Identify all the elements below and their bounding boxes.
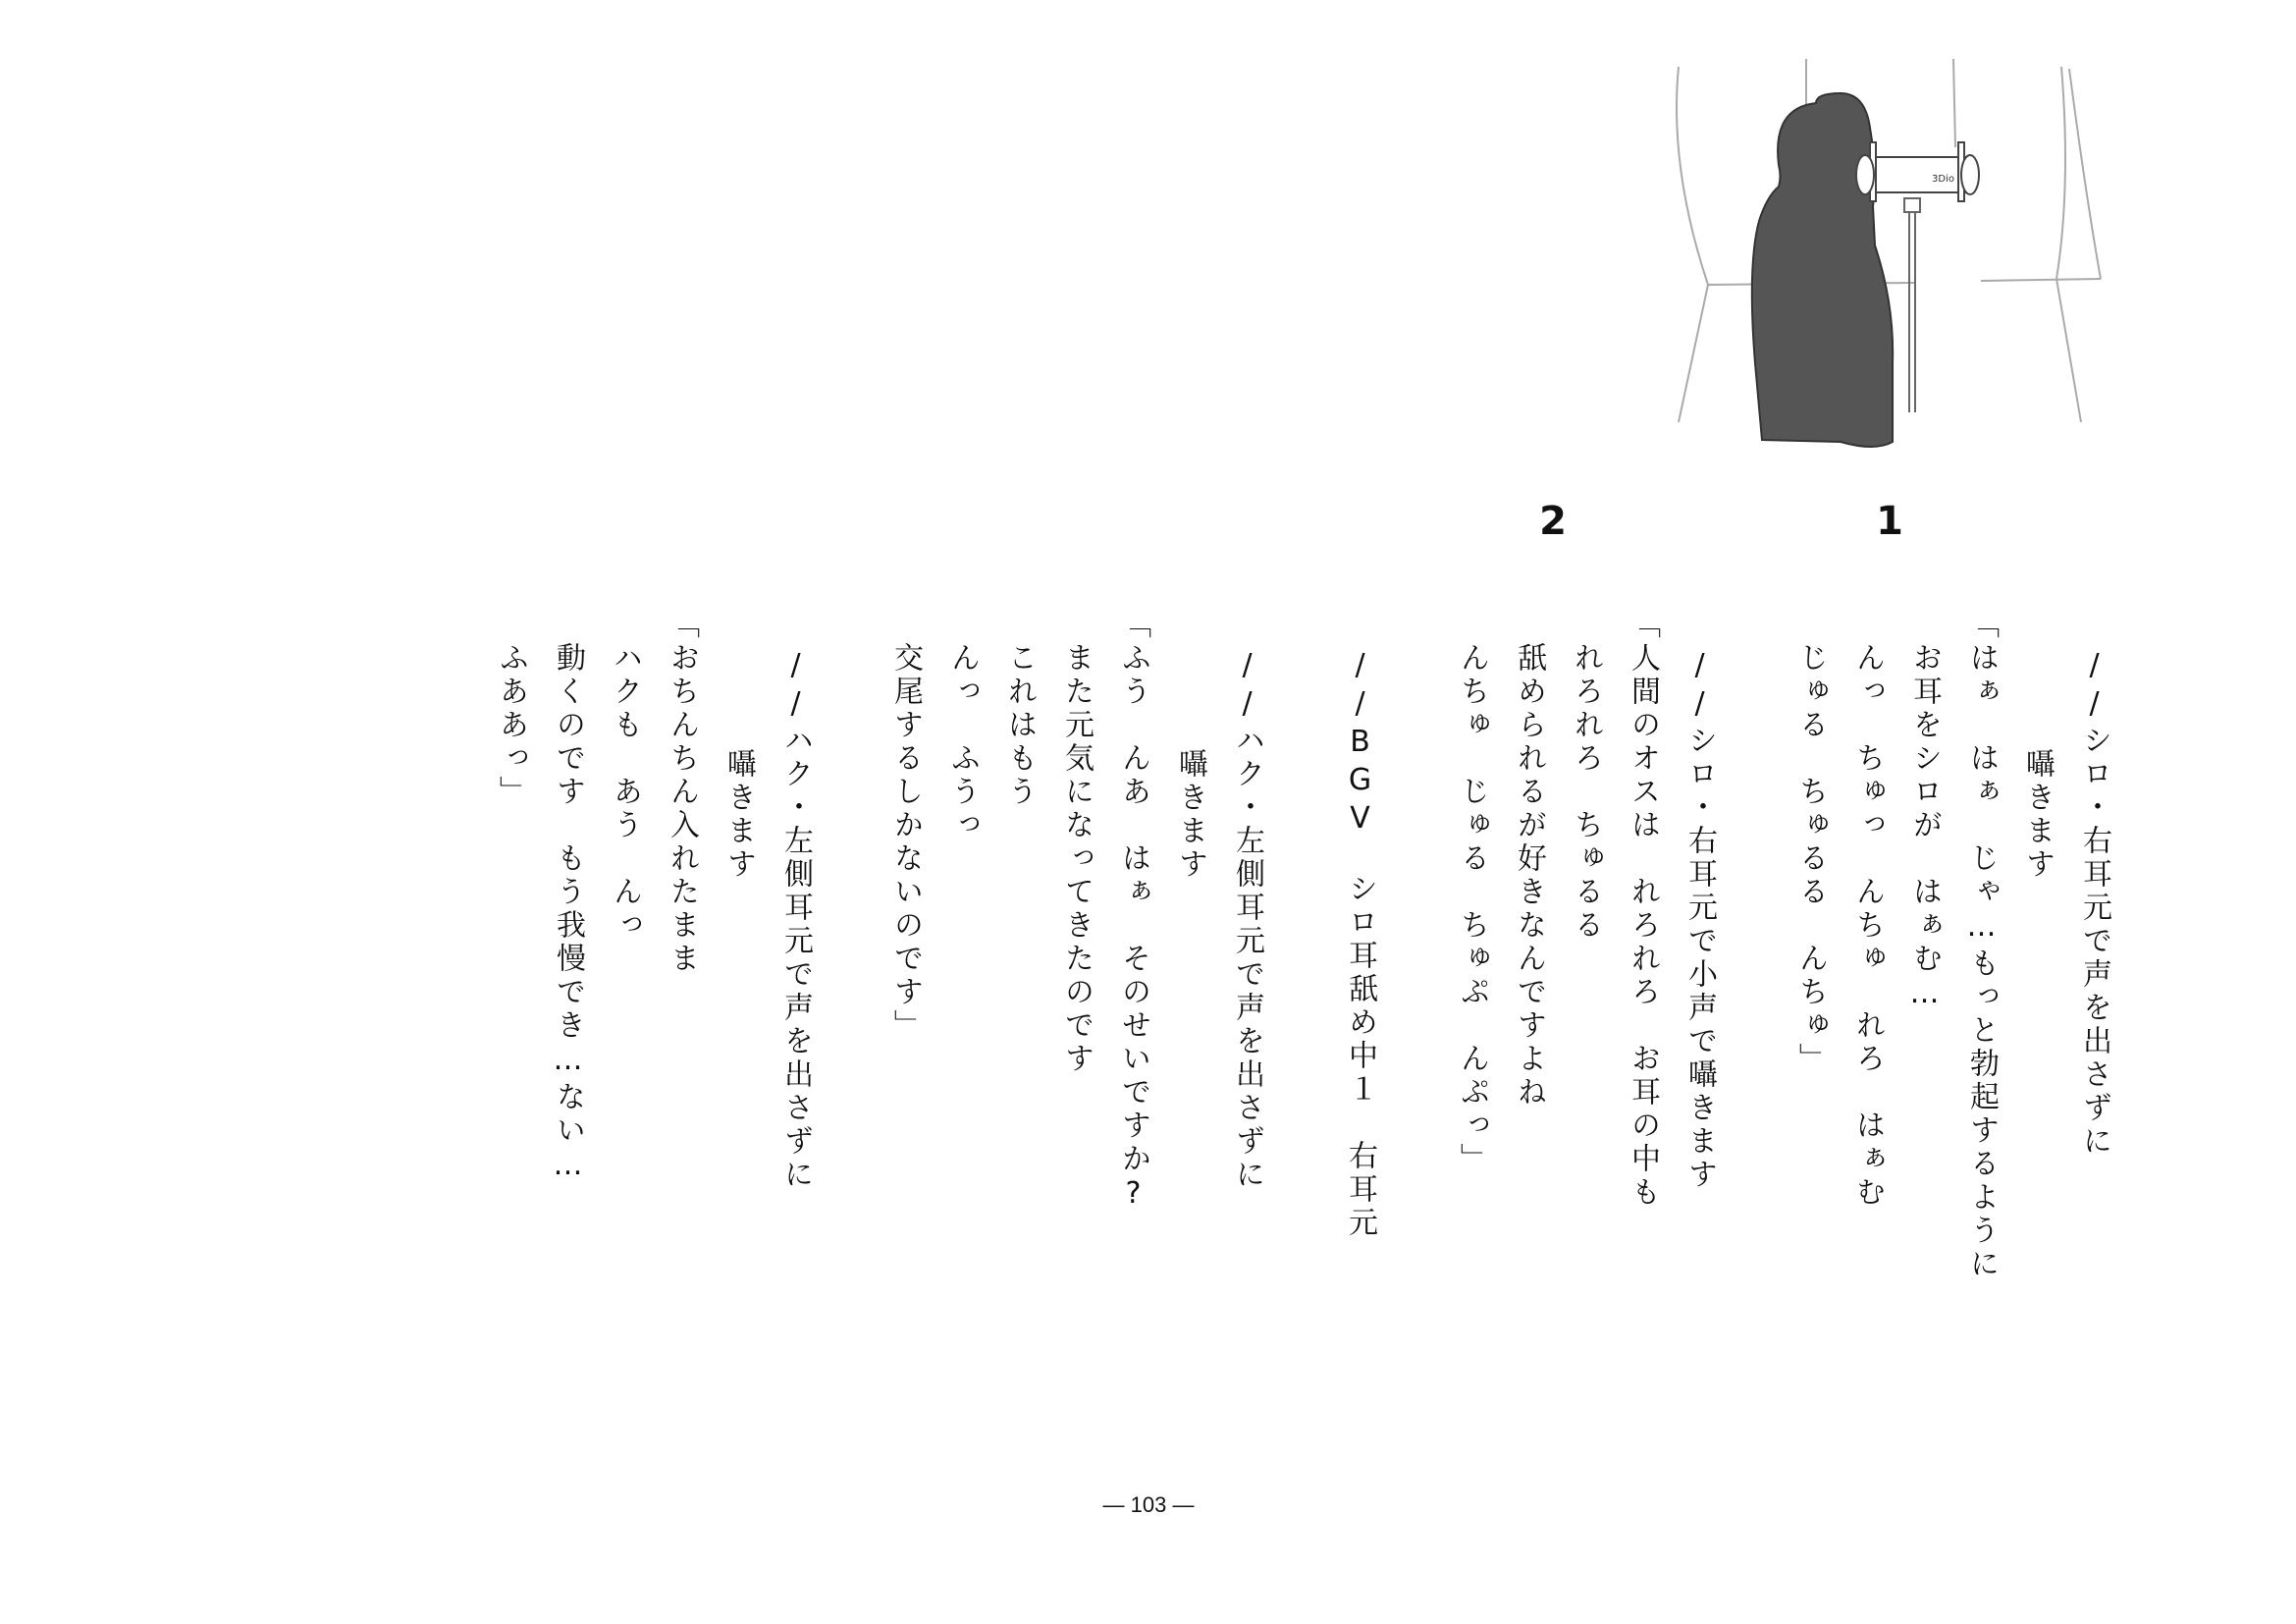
script-line: んちゅ じゅる ちゅぷ んぷっ」 [1455,609,1489,1176]
binaural-mic [1856,142,1979,201]
script-line: また元気になってきたのです [1059,609,1094,1076]
script-line: お耳をシロが はぁむ… [1907,609,1942,1014]
script-line: んっ ふうっ [945,609,980,842]
script-line: //ハク・左側耳元で声を出さずに [778,648,813,1192]
page-number: ― 103 ― [1102,1492,1195,1517]
script-line: 囁きます [1173,648,1207,882]
section-number-2: 2 [1539,499,1567,544]
script-line: //シロ・右耳元で小声で囁きます [1682,648,1717,1192]
microphone-stand [1904,198,1920,412]
script-line: //ハク・左側耳元で声を出さずに [1230,648,1264,1192]
script-line: 囁きます [2020,648,2055,882]
script-line: ふああっ」 [494,609,528,809]
script-line: 交尾するしかないのです」 [888,609,923,1043]
script-line: これはもう [1002,609,1037,809]
script-line: れろれろ ちゅるる [1569,609,1603,943]
script-line: //BGV シロ耳舐め中１ 右耳元 [1343,648,1377,1240]
script-line: んっ ちゅっ んちゅ れろ はぁむ [1850,609,1885,1210]
script-line: 「ふう んあ はぁ そのせいですか? [1116,609,1150,1215]
script-line: //シロ・右耳元で声を出さずに [2077,648,2111,1159]
script-line: 舐められるが好きなんですよね [1512,609,1546,1110]
script-line: 動くのです もう我慢でき…ない… [551,609,585,1186]
mic-label: 3Dio [1932,174,1954,185]
script-line: 「人間のオスは れろれろ お耳の中も [1626,609,1660,1210]
script-line: 「はぁ はぁ じゃ…もっと勃起するように [1964,609,1999,1281]
script-line: ハクも あう んっ [608,609,642,943]
section-number-1: 1 [1876,499,1903,544]
binaural-recording-illustration [1669,49,2120,452]
script-line: 囁きます [721,648,756,882]
script-line: 「おちんちん入れたまま [665,609,699,976]
script-line: じゅる ちゅるる んちゅ」 [1793,609,1828,1076]
